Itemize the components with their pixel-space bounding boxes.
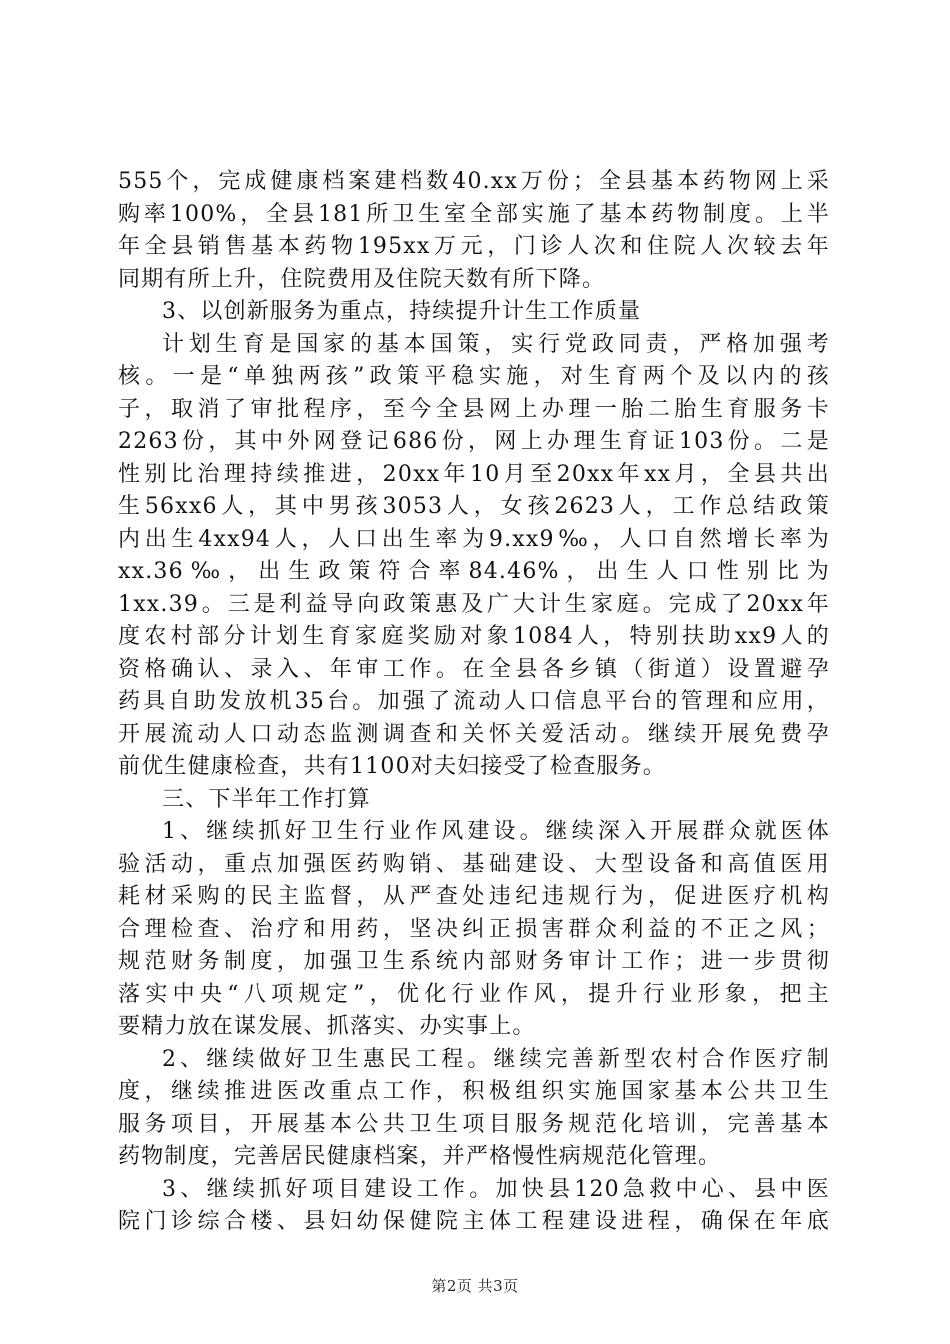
document-line: 2263份，其中外网登记686份，网上办理生育证103份。二是 <box>118 429 830 454</box>
document-line: 1、继续抓好卫生行业作风建设。继续深入开展群众就医体 <box>162 819 830 844</box>
document-line: 前优生健康检查，共有1100对夫妇接受了检查服务。 <box>118 754 666 779</box>
document-line: 性别比治理持续推进，20xx年10月至20xx年xx月，全县共出 <box>118 461 830 487</box>
document-line: 三、下半年工作打算 <box>162 786 371 812</box>
document-body <box>118 166 830 1239</box>
document-line: 耗材采购的民主监督，从严查处违纪违规行为，促进医疗机构 <box>118 884 830 909</box>
document-line: 555个，完成健康档案建档数40.xx万份；全县基本药物网上采 <box>118 169 830 194</box>
page-footer: 第2页 共3页 <box>431 1277 519 1295</box>
document-line: 3、继续抓好项目建设工作。加快县120急救中心、县中医 <box>162 1176 830 1202</box>
document-line: 要精力放在谋发展、抓落实、办实事上。 <box>118 1014 536 1039</box>
document-line: 验活动，重点加强医药购销、基础建设、大型设备和高值医用 <box>118 851 830 877</box>
document-line: 规范财务制度，加强卫生系统内部财务审计工作；进一步贯彻 <box>118 949 830 974</box>
document-line: 年全县销售基本药物195xx万元，门诊人次和住院人次较去年 <box>118 234 830 259</box>
document-line: 购率100%，全县181所卫生室全部实施了基本药物制度。上半 <box>118 201 830 227</box>
document-line: 计划生育是国家的基本国策，实行党政同责，严格加强考 <box>162 331 830 357</box>
document-line: xx.36‰，出生政策符合率84.46%，出生人口性别比为 <box>118 559 830 584</box>
document-line: 1xx.39。三是利益导向政策惠及广大计生家庭。完成了20xx年 <box>118 591 830 617</box>
document-line: 药物制度，完善居民健康档案，并严格慢性病规范化管理。 <box>118 1144 722 1169</box>
document-line: 开展流动人口动态监测调查和关怀关爱活动。继续开展免费孕 <box>118 721 830 747</box>
document-line: 服务项目，开展基本公共卫生项目服务规范化培训，完善基本 <box>118 1111 830 1137</box>
document-line: 2、继续做好卫生惠民工程。继续完善新型农村合作医疗制 <box>162 1046 830 1072</box>
document-line: 落实中央“八项规定”，优化行业作风，提升行业形象，把主 <box>118 981 830 1007</box>
document-line: 院门诊综合楼、县妇幼保健院主体工程建设进程，确保在年底 <box>118 1209 830 1234</box>
document-line: 度，继续推进医改重点工作，积极组织实施国家基本公共卫生 <box>118 1079 830 1104</box>
document-line: 生56xx6人，其中男孩3053人，女孩2623人，工作总结政策 <box>118 494 830 519</box>
document-line: 3、以创新服务为重点，持续提升计生工作质量 <box>162 299 642 324</box>
document-line: 资格确认、录入、年审工作。在全县各乡镇（街道）设置避孕 <box>118 656 830 682</box>
document-line: 度农村部分计划生育家庭奖励对象1084人，特别扶助xx9人的 <box>118 624 830 649</box>
document-line: 药具自助发放机35台。加强了流动人口信息平台的管理和应用， <box>118 689 830 714</box>
document-line: 内出生4xx94人，人口出生率为9.xx9‰，人口自然增长率为 <box>118 526 830 552</box>
document-line: 核。一是“单独两孩”政策平稳实施，对生育两个及以内的孩 <box>118 364 830 389</box>
document-line: 同期有所上升，住院费用及住院天数有所下降。 <box>118 266 606 292</box>
document-line: 子，取消了审批程序，至今全县网上办理一胎二胎生育服务卡 <box>118 396 830 422</box>
document-line: 合理检查、治疗和用药，坚决纠正损害群众利益的不正之风； <box>118 916 830 942</box>
